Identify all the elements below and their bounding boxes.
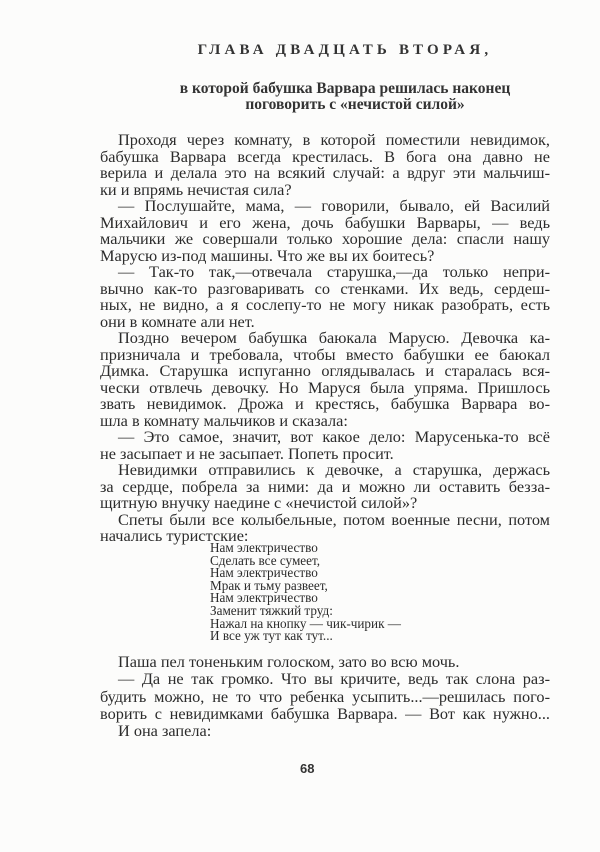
body-line: они в комнате али нет. [100, 311, 255, 331]
body-line: будить можно, не то что ребенка усыпить...—решилась пого- [100, 687, 550, 706]
body-line: призничала и требовала, чтобы вместо бабушки ее баюкал [100, 344, 550, 364]
body-line: Проходя через комнату, в которой поместили невидимок, [118, 130, 550, 149]
body-line: шла в комнату мальчиков и сказала: [100, 410, 348, 430]
body-line: Поздно вечером бабушка баюкала Марусю. Девочка ка- [118, 328, 550, 347]
body-line: щитную внучку наедине с «нечистой силой»? [100, 493, 418, 512]
body-line: звать невидимок. Дрожа и крестясь, бабушка Варвара во- [100, 394, 550, 413]
body-line: бабушка Варвара всегда крестилась. В бога она давно не [100, 146, 550, 166]
chapter-title: ГЛАВА ДВАДЦАТЬ ВТОРАЯ, [197, 42, 493, 58]
body-line: мальчики же совершали только хорошие дела: спасли нашу [100, 229, 550, 248]
body-line: Невидимки отправились к девочке, а старушка, держась [118, 460, 550, 479]
body-line: за сердце, побрела за ними: да и можно ли оставить безза- [100, 476, 550, 496]
body-line: И она запела: [118, 721, 212, 740]
body-line: чески отвлечь девочку. Но Маруся была упряма. Пришлось [100, 377, 550, 397]
page-number: 68 [300, 761, 315, 776]
poem-line: Мрак и тьму развеет, [210, 577, 328, 593]
poem-line: И все уж тут как тут... [210, 628, 333, 644]
body-line: — Послушайте, мама, — говорили, бывало, ей Василий [118, 196, 550, 215]
body-line: ки и впрямь нечистая сила? [100, 179, 292, 199]
body-line: ных, не видно, а я сослепу-то не могу никак разобрать, есть [100, 295, 550, 314]
poem-line: Сделать все сумеет, [210, 552, 321, 568]
body-line: — Да не так громко. Что вы кричите, ведь так слона раз- [118, 669, 550, 688]
body-line: не засыпает и не засыпает. Попеть просит. [100, 443, 394, 463]
body-line: вычно как-то разговаривать со стенками. Их ведь, сердеш- [100, 278, 550, 298]
poem-line: Нажал на кнопку — чик-чирик — [210, 615, 401, 631]
body-line: — Так-то так,—отвечала старушка,—да только непри- [118, 262, 550, 281]
body-line: Димка. Старушка испуганно оглядывалась и старалась вся- [100, 361, 550, 380]
body-line: — Это самое, значит, вот какое дело: Марусенька-то всё [118, 427, 550, 446]
poem-line: Нам электричество [210, 565, 318, 581]
body-line: Спеты были все колыбельные, потом военные песни, потом [118, 509, 550, 529]
chapter-subtitle-line: поговорить с «нечистой силой» [245, 96, 465, 113]
poem-line: Заменит тяжкий труд: [210, 602, 333, 618]
chapter-subtitle-line: в которой бабушка Варвара решилась наконец [179, 80, 511, 97]
body-line: Марусю из-под машины. Что же вы их боитесь? [100, 245, 435, 265]
body-line: Паша пел тоненьким голоском, зато во всю мочь. [118, 652, 460, 671]
body-line: Михайлович и его жена, дочь бабушки Варвары, — ведь [100, 212, 550, 232]
body-line: ворить с невидимками бабушка Варвара. — Вот как нужно... [100, 704, 550, 723]
poem [210, 542, 401, 643]
poem-line: Нам электричество [210, 540, 318, 555]
body-line: верила и делала это на всякий случай: а вдруг эти мальчиш- [100, 163, 550, 182]
body-line: начались туристские: [100, 526, 249, 545]
poem-line: Нам электричество [210, 590, 318, 606]
